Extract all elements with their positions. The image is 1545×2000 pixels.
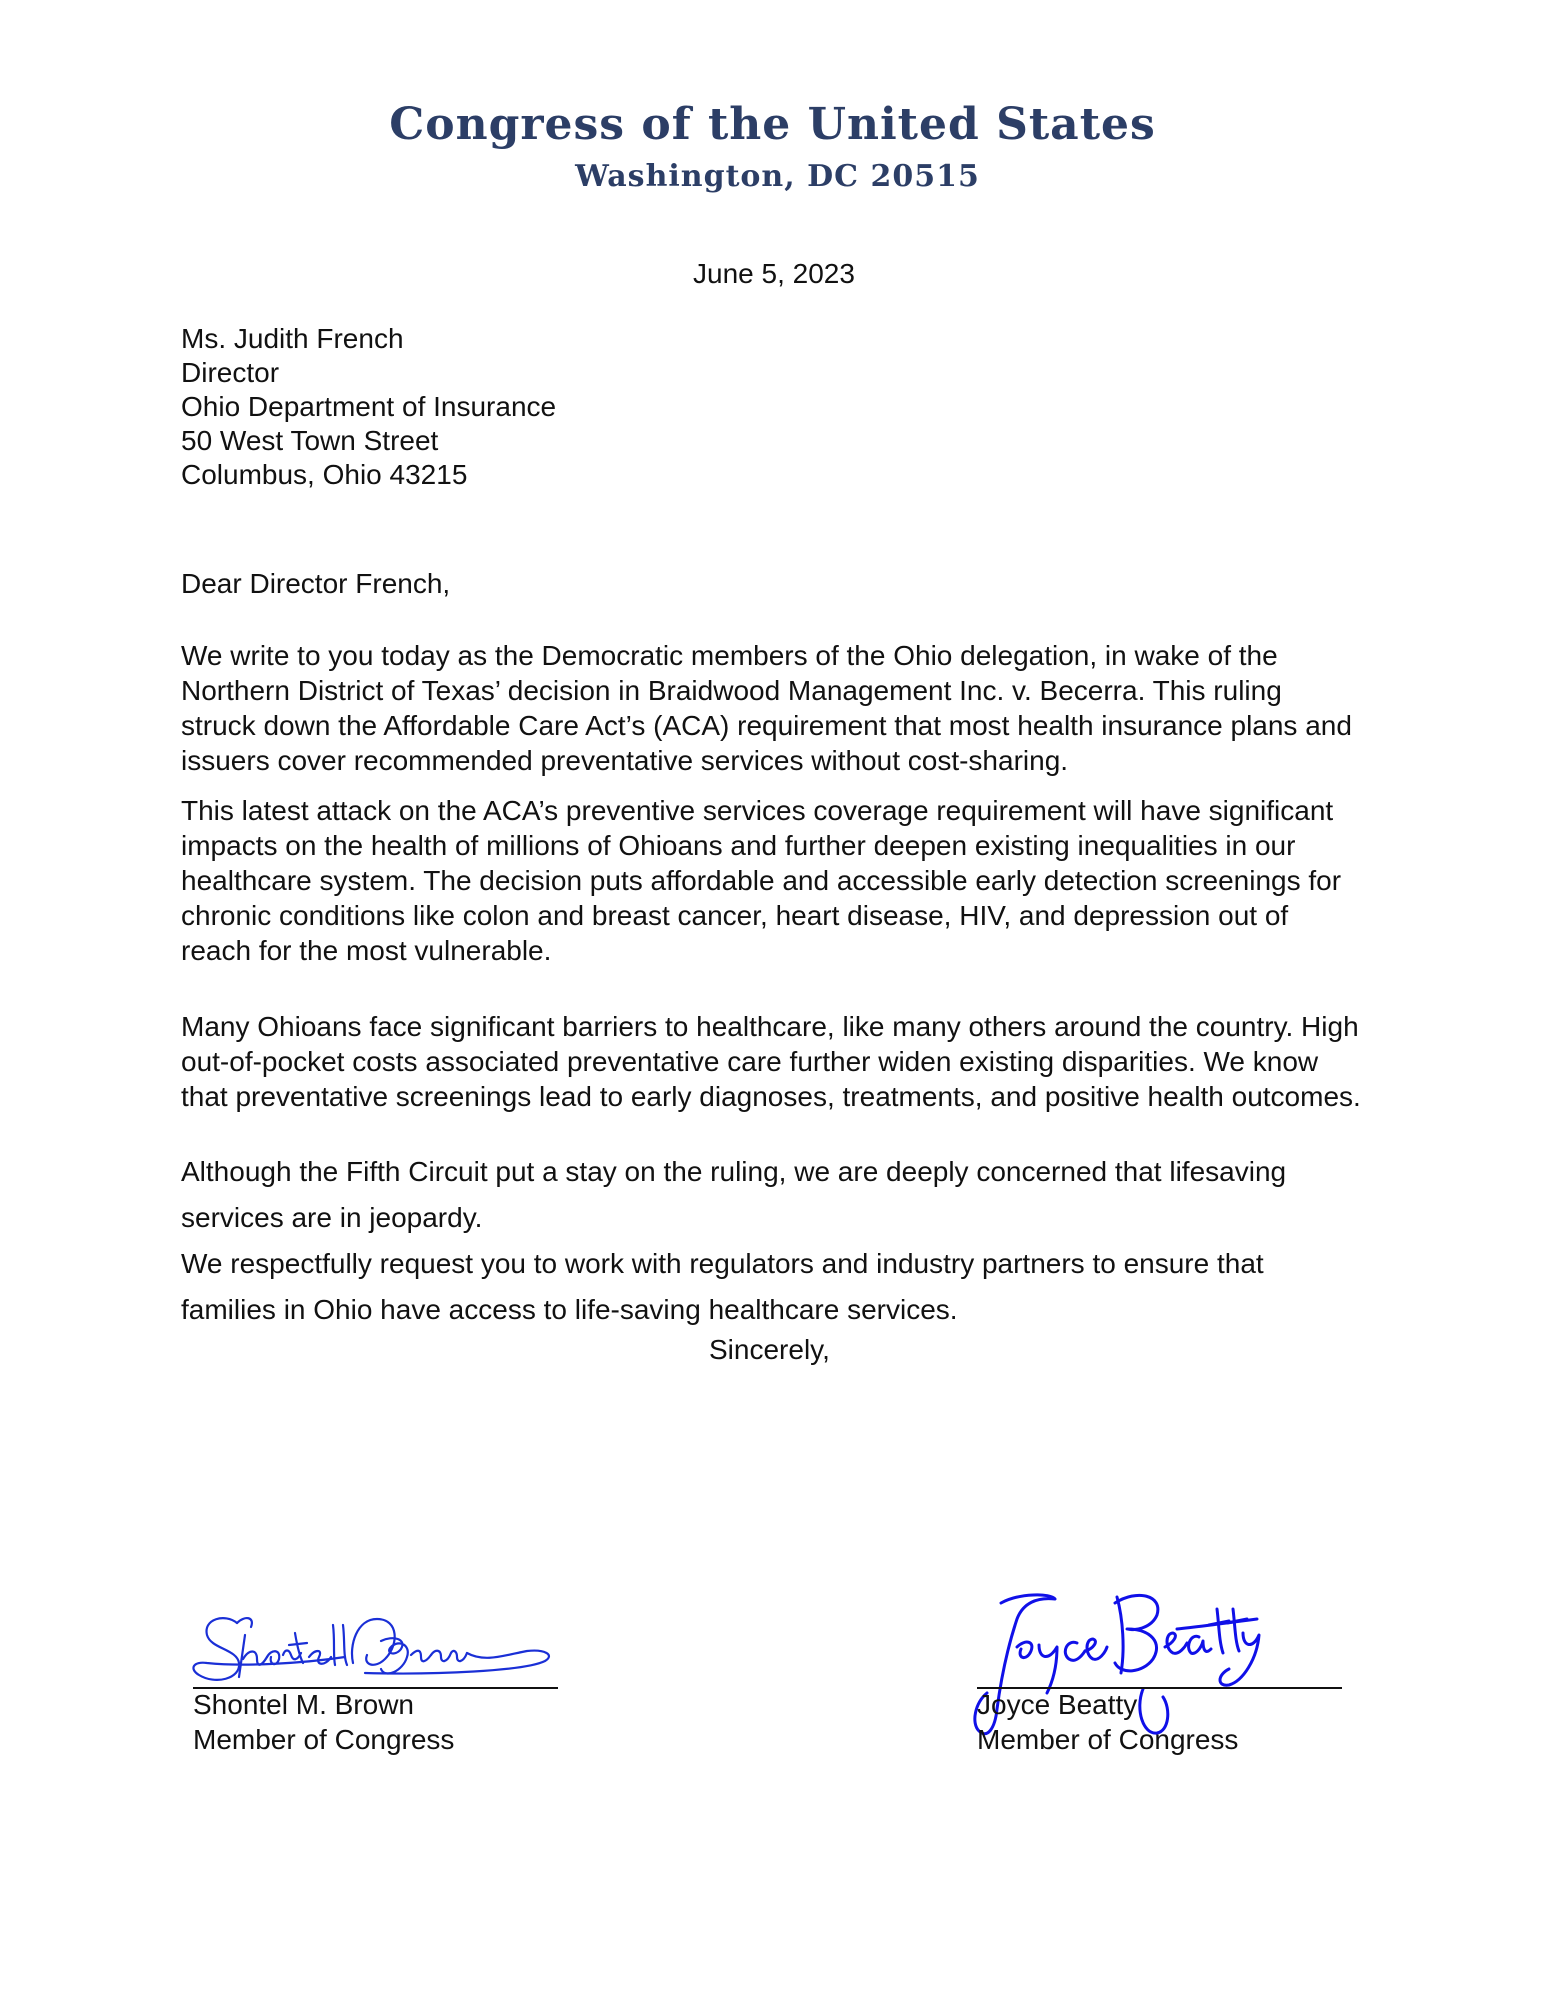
letter-date: June 5, 2023 bbox=[693, 258, 855, 289]
signatory-name-beatty: Joyce Beatty bbox=[977, 1689, 1138, 1720]
paragraph-3: Many Ohioans face significant barriers to healthcare, like many others around the country. High out-of-pocket costs associated preventative care further widen existing disparities. We know that preventative screenings lead to early diagnoses, treatments, and positive health outcomes. bbox=[181, 1011, 1361, 1112]
signature-brown bbox=[185, 1605, 565, 1695]
closing: Sincerely, bbox=[709, 1334, 830, 1365]
paragraph-1: We write to you today as the Democratic members of the Ohio delegation, in wake of the Northern District of Texas’ decision in Braidwood Management Inc. v. Becerra. This ruling struck down the Affordable Care Act’s (ACA) requirement that most health insurance plans and issuers cover recommended preventative services without cost-sharing. bbox=[181, 640, 1352, 776]
paragraph-2: This latest attack on the ACA’s preventive services coverage requirement will have significant impacts on the health of millions of Ohioans and further deepen existing inequalities in our healthcare system. The decision puts affordable and accessible early detection screenings for chronic conditions like colon and breast cancer, heart disease, HIV, and depression out of reach for the most vulnerable. bbox=[181, 795, 1342, 966]
recipient-organization: Ohio Department of Insurance bbox=[181, 391, 557, 422]
recipient-title: Director bbox=[181, 357, 280, 388]
recipient-city: Columbus, Ohio 43215 bbox=[181, 459, 468, 490]
letterhead-subtitle: Washington, DC 20515 bbox=[575, 159, 980, 194]
recipient-street: 50 West Town Street bbox=[181, 425, 439, 456]
letterhead-title: Congress of the United States bbox=[389, 99, 1156, 150]
letterhead bbox=[0, 95, 1545, 199]
salutation: Dear Director French, bbox=[181, 568, 451, 599]
paragraph-5: We respectfully request you to work with regulators and industry partners to ensure that families in Ohio have access to life-saving healthcare services. bbox=[181, 1248, 1264, 1325]
signatory-name-brown: Shontel M. Brown bbox=[193, 1689, 414, 1720]
paragraph-4: Although the Fifth Circuit put a stay on the ruling, we are deeply concerned that lifesaving services are in jeopardy. bbox=[181, 1156, 1287, 1233]
signatory-role-beatty: Member of Congress bbox=[977, 1724, 1239, 1755]
signatory-role-brown: Member of Congress bbox=[193, 1724, 455, 1755]
recipient-name: Ms. Judith French bbox=[181, 323, 404, 354]
recipient-address bbox=[181, 322, 556, 492]
